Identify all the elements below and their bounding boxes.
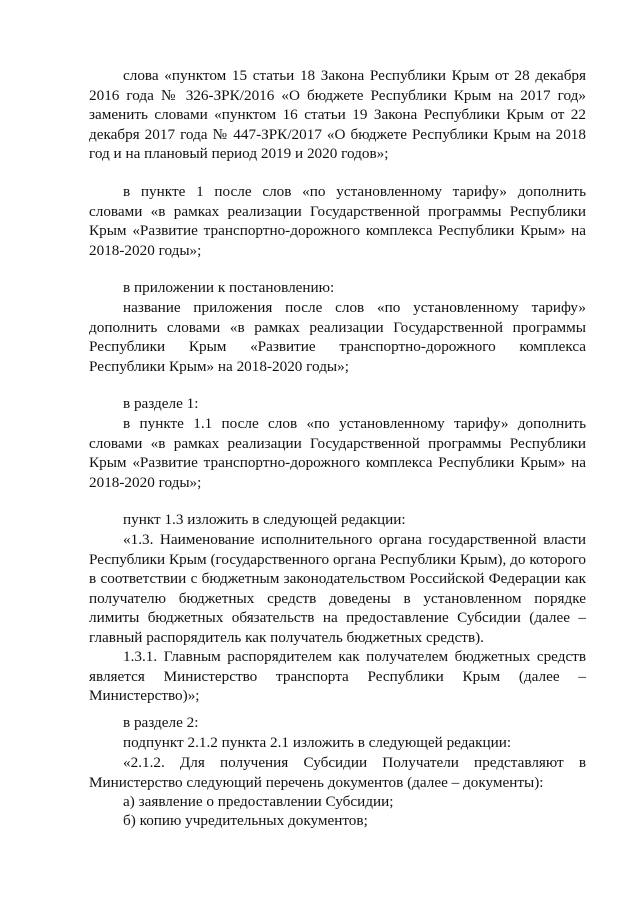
paragraph-section-2-heading: в разделе 2:: [123, 714, 199, 731]
paragraph-point-1-3-1: 1.3.1. Главным распорядителем как получателем бюджетных средств является Министерство транспорта Республики Крым (далее – Министерство)»;: [89, 648, 586, 704]
paragraph-point-1-1: в пункте 1.1 после слов «по установленному тарифу» дополнить словами «в рамках реализации Государственной программы Республики Крым «Развитие транспортно-дорожного комплекса Республики Крым» на 2018-2020 годы»;: [89, 415, 586, 491]
paragraph-appendix-heading: в приложении к постановлению:: [123, 279, 335, 296]
paragraph-appendix-name: название приложения после слов «по установленному тарифу» дополнить словами «в рамках реализации Государственной программы Республики Крым «Развитие транспортно-дорожного комплекса Республики Крым» на 2018-2020 годы»;: [89, 299, 586, 375]
list-item-b: б) копию учредительных документов;: [123, 812, 368, 829]
paragraph-subpoint-2-1-2: «2.1.2. Для получения Субсидии Получатели представляют в Министерство следующий перечень документов (далее – документы):: [89, 754, 586, 791]
paragraph-point-1-addition: в пункте 1 после слов «по установленному тарифу» дополнить словами «в рамках реализации Государственной программы Республики Крым «Развитие транспортно-дорожного комплекса Республики Крым» на 2018-2020 годы»;: [89, 183, 586, 259]
paragraph-budget-law-replacement: слова «пунктом 15 статьи 18 Закона Республики Крым от 28 декабря 2016 года № 326-ЗРК/2016 «О бюджете Республики Крым на 2017 год» заменить словами «пунктом 16 статьи 19 Закона Республики Крым от 22 декабря 2017 года № 447-ЗРК/2017 «О бюджете Республики Крым на 2018 год и на плановый период 2019 и 2020 годов»;: [89, 67, 586, 162]
list-item-a: а) заявление о предоставлении Субсидии;: [123, 793, 394, 810]
paragraph-section-1-heading: в разделе 1:: [123, 395, 199, 412]
paragraph-point-1-3-intro: пункт 1.3 изложить в следующей редакции:: [123, 511, 406, 528]
paragraph-point-1-3: «1.3. Наименование исполнительного органа государственной власти Республики Крым (государственного органа Республики Крым), до которого в соответствии с бюджетным законодательством Российской Федерации как получателю бюджетных средств доведены в установленном порядке лимиты бюджетных обязательств на предоставление Субсидии (далее – главный распорядитель как получатель бюджетных средств).: [89, 531, 586, 646]
paragraph-subpoint-2-1-2-intro: подпункт 2.1.2 пункта 2.1 изложить в следующей редакции:: [123, 734, 512, 751]
